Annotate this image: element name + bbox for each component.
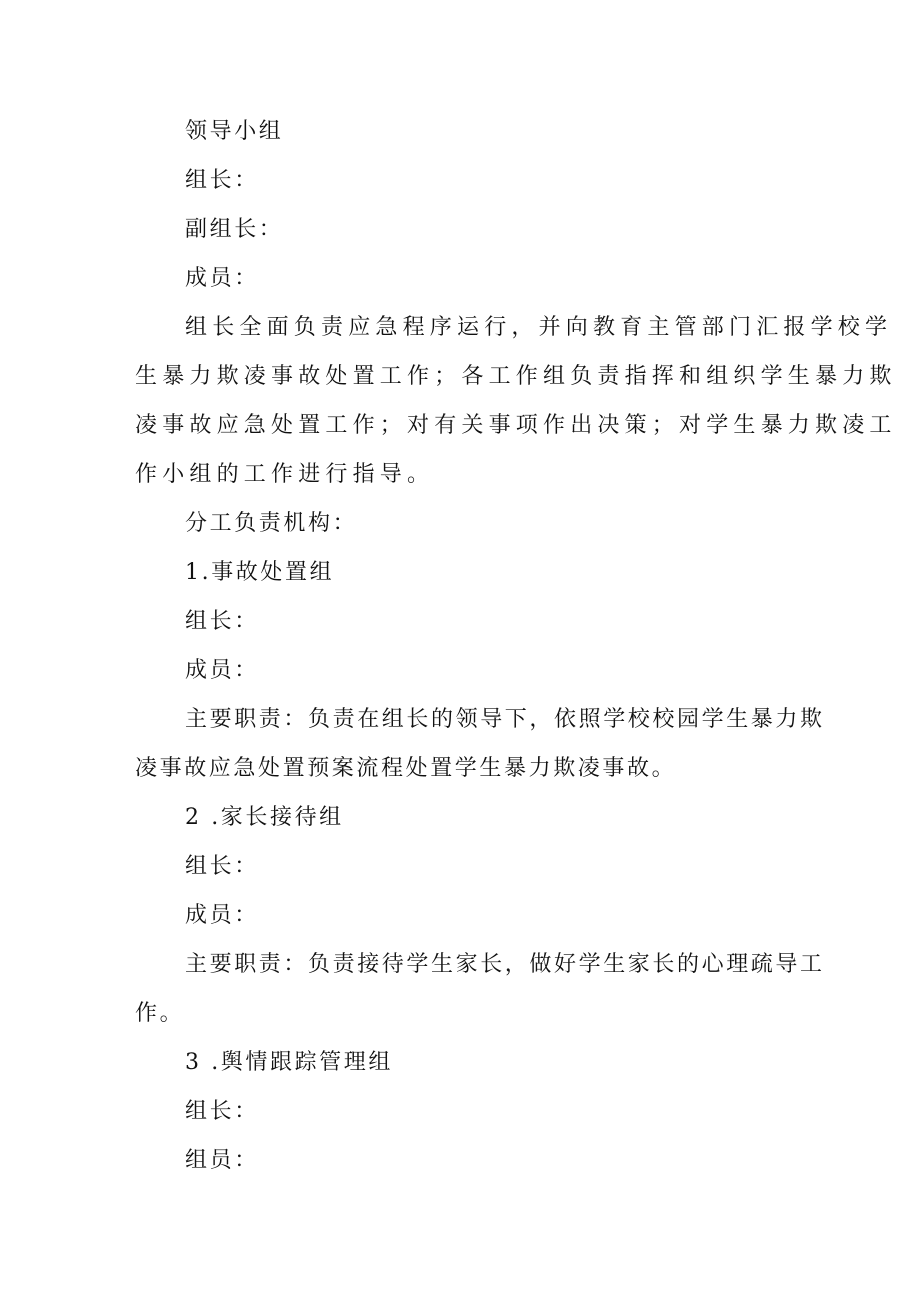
- group-heading-public-opinion: 3 .舆情跟踪管理组: [185, 1050, 393, 1075]
- division-heading: 分工负责机构：: [185, 511, 358, 536]
- leader-label: 组长：: [185, 168, 259, 193]
- leader-label: 组长：: [185, 854, 259, 879]
- members-label: 成员：: [185, 266, 259, 291]
- duties-line: 作。: [135, 1001, 185, 1026]
- duties-line: 主要职责：负责在组长的领导下，依照学校校园学生暴力欺: [185, 707, 825, 732]
- duties-line: 凌事故应急处置预案流程处置学生暴力欺凌事故。: [135, 756, 677, 781]
- paragraph-line: 凌事故应急处置工作；对有关事项作出决策；对学生暴力欺凌工: [135, 413, 897, 438]
- group-heading-parent-reception: 2 .家长接待组: [185, 805, 344, 830]
- paragraph-line: 作小组的工作进行指导。: [135, 462, 435, 487]
- leader-label: 组长：: [185, 1099, 259, 1124]
- group-heading-incident-handling: 1.事故处置组: [185, 560, 335, 585]
- members-label: 成员：: [185, 658, 259, 683]
- members-label: 成员：: [185, 903, 259, 928]
- leader-label: 组长：: [185, 609, 259, 634]
- paragraph-line: 组长全面负责应急程序运行，并向教育主管部门汇报学校学: [185, 315, 893, 340]
- duties-line: 主要职责：负责接待学生家长，做好学生家长的心理疏导工: [185, 952, 825, 977]
- deputy-leader-label: 副组长：: [185, 217, 284, 242]
- paragraph-line: 生暴力欺凌事故处置工作；各工作组负责指挥和组织学生暴力欺: [135, 364, 897, 389]
- group-members-label: 组员：: [185, 1148, 259, 1173]
- section-heading-leadership-group: 领导小组: [185, 119, 284, 144]
